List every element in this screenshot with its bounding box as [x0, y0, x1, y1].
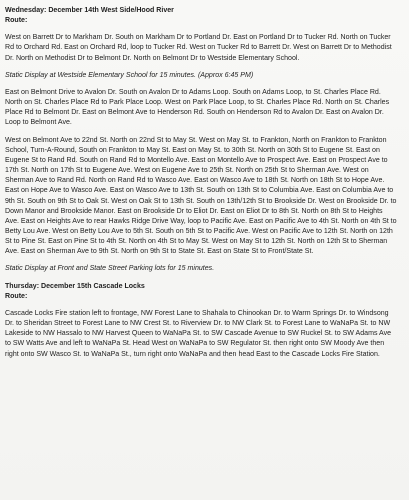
section-1-paragraph-1: West on Barrett Dr to Markham Dr. South on Markham Dr to Portland Dr. East on Portland Dr to Tucker Rd. North on Tucker Rd to Orchard Rd. East on Orchard Rd, loop to Tucker Rd. West on Tucker Rd to Barrett Dr. West on Barrett Dr to Methodist Dr. North on Methodist Dr to Belmont Dr. North on Belmont Dr to Westside Elementary School. — [5, 34, 392, 62]
section-1-heading — [5, 6, 397, 26]
section-2-heading — [5, 282, 397, 302]
section-2-paragraph-1: Cascade Locks Fire station left to frontage, NW Forest Lane to Shahala to Chinookan Dr. to Warm Springs Dr. to Windsong Dr. to Sheridan Street to Forest Lane to NW Crest St. to Riverview Dr. to NW Clark St. to Forest Lane to WaNaPa St. to NW Lakeside to NW Hassalo to NW Harvest Queen to WaNaPa St. to SW Cascade Avenue to SW Ruckel St. to SW Adams Ave to SW Watts Ave and left to WaNaPa St. Head West on WaNaPa to SW Regulator St. then right onto SW Moody Ave then right onto SW Wasco St. to WaNaPa St., turn right onto WaNaPa and then head East to the Cascade Locks Fire Station. — [5, 309, 392, 358]
section-2-title: Thursday: December 15th Cascade Locks — [5, 282, 145, 290]
section-1-static-display: Static Display at Westside Elementary School for 15 minutes. (Approx 6:45 PM) — [5, 71, 254, 79]
section-1-paragraph-3: West on Belmont Ave to 22nd St. North on 22nd St to May St. West on May St. to Frankton, North on Frankton to Frankton School, Turn-A-Round, South on Frankton to May St. East on May St. to 30th St. North on 30th St to Eugene St. East on Eugene St to Rand Rd. South on Rand Rd to Montello Ave. East on Montello Ave to Prospect Ave. East on Prospect Ave to 17th St. North on 17th St to Eugene Ave. West on Eugene Ave to 25th St. North on 25th St to Sherman Ave. West on Sherman Ave to Rand Rd. North on Rand Rd to Wasco Ave. East on Wasco Ave to 18th St. North on 18th St to Hope Ave. East on Hope Ave to Wasco Ave. East on Wasco Ave to 13th St. South on 13th St to Columbia Ave. East on Columbia Ave to 9th St. South on 9th St to Oak St. West on Oak St to 13th St. South on 13th/12th St to Brookside Dr. West on Brookside Dr. to Down Manor and Brookside Manor. East on Brookside Dr to Eliot Dr. East on Eliot Dr to 8th St. North on 8th St to Heights Ave. East on Heights Ave to rear Hawks Ridge Drive Way, loop to Pacific Ave. East on Pacific Ave to 4th St. North on 4th St to Betty Lou Ave. West on Betty Lou Ave to 5th St. South on 5th St to Pacific Ave. West on Pacific Ave to 12th St. North on 12th St to Pine St. East on Pine St to 4th St. North on 4th St to May St. West on May St to 12th St. North on 12th St to Sherman Ave. East on Sherman Ave to 9th St. North on 9th St to State St. East on State St to Front/State St. — [5, 136, 397, 256]
section-2-route-label: Route: — [5, 292, 28, 300]
section-1-title: Wednesday: December 14th West Side/Hood River — [5, 7, 174, 14]
section-1-route-label: Route: — [5, 17, 28, 25]
section-1-static-display-2: Static Display at Front and State Street Parking lots for 15 minutes. — [5, 265, 215, 273]
section-1-paragraph-2: East on Belmont Drive to Avalon Dr. South on Avalon Dr to Adams Loop. South on Adams Loop, to St. Charles Place Rd. North on St. Charles Place Rd to Park Place Loop. West on Park Place Loop, to St. Charles Place Rd. North on St. Charles Place Rd to Belmont Dr. East on Belmont Ave to Henderson Rd. South on Henderson Rd to Avalon Dr. East on Avalon Dr. Loop to Belmont Ave. — [5, 88, 390, 127]
